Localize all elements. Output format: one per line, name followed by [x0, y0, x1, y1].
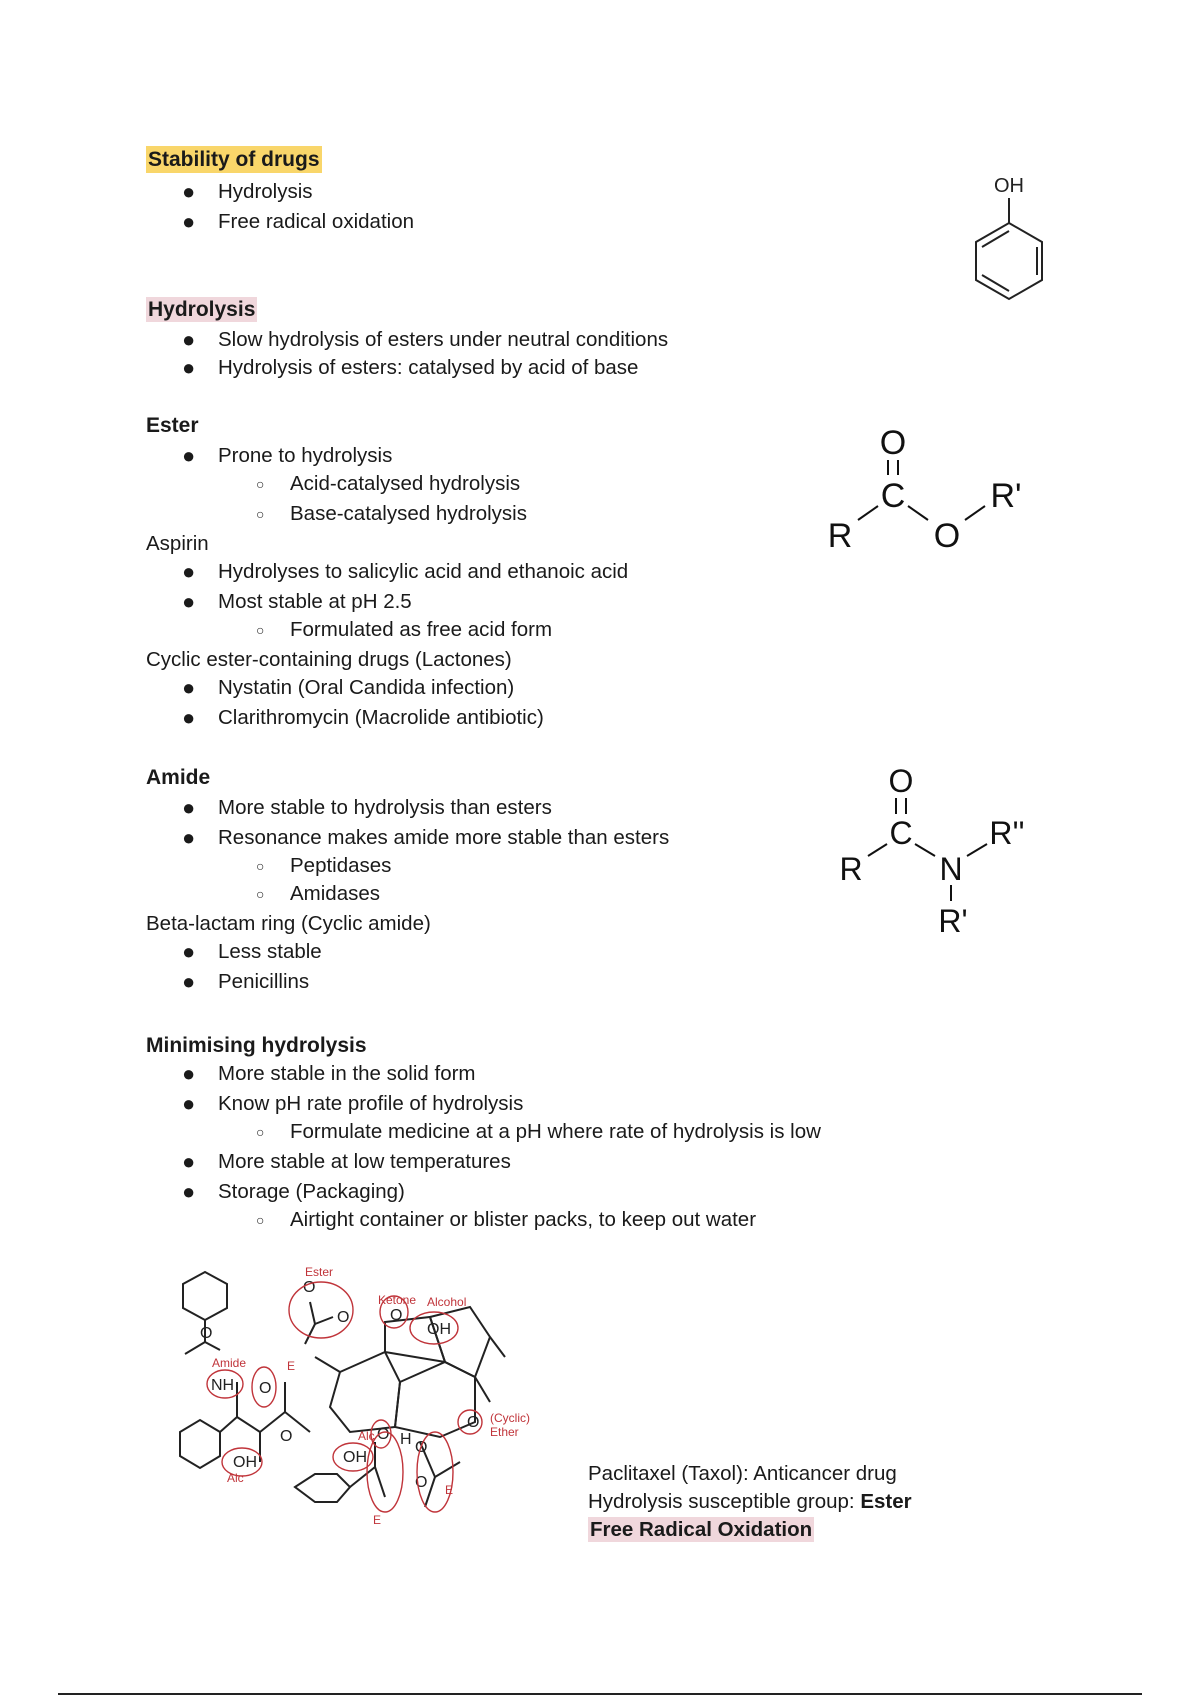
- svg-text:Alc: Alc: [227, 1471, 244, 1485]
- svg-text:OH: OH: [343, 1449, 367, 1466]
- section-title-free-radical-oxidation: Free Radical Oxidation: [590, 1518, 813, 1541]
- sub-bullet-icon: ○: [256, 1124, 265, 1140]
- svg-text:E: E: [445, 1483, 454, 1497]
- bullet-icon: ●: [182, 939, 196, 964]
- list-subitem: Airtight container or blister packs, to keep out water: [290, 1208, 757, 1231]
- bullet-icon: ●: [182, 705, 196, 730]
- list-item: More stable in the solid form: [218, 1062, 476, 1085]
- list-item: Hydrolysis of esters: catalysed by acid of base: [218, 356, 639, 379]
- svg-text:Ketone: Ketone: [378, 1293, 417, 1307]
- list-item: Slow hydrolysis of esters under neutral conditions: [218, 328, 669, 351]
- bullet-icon: ●: [182, 559, 196, 584]
- bullet-icon: ●: [182, 589, 196, 614]
- list-item: Nystatin (Oral Candida infection): [218, 676, 515, 699]
- svg-text:O: O: [415, 1474, 428, 1491]
- list-item: Hydrolyses to salicylic acid and ethanoic acid: [218, 560, 629, 583]
- phenol-structure: [965, 168, 1075, 308]
- list-subitem: Formulate medicine at a pH where rate of hydrolysis is low: [290, 1120, 821, 1143]
- svg-text:O: O: [337, 1309, 350, 1326]
- svg-text:H: H: [400, 1431, 412, 1448]
- svg-text:OH: OH: [233, 1454, 257, 1471]
- list-item: Prone to hydrolysis: [218, 444, 393, 467]
- svg-text:O: O: [467, 1414, 480, 1431]
- svg-text:E: E: [373, 1513, 382, 1527]
- svg-text:O: O: [280, 1428, 293, 1445]
- svg-text:C: C: [889, 815, 913, 851]
- amide-structure: [835, 758, 1045, 938]
- section-title-stability: Stability of drugs: [148, 148, 320, 171]
- svg-text:(Cyclic): (Cyclic): [490, 1411, 530, 1425]
- bullet-icon: ●: [182, 355, 196, 380]
- bullet-icon: ●: [182, 443, 196, 468]
- label-beta-lactam: Beta-lactam ring (Cyclic amide): [146, 912, 431, 935]
- svg-text:Alc: Alc: [358, 1429, 375, 1443]
- list-subitem: Peptidases: [290, 854, 392, 877]
- bullet-icon: ●: [182, 969, 196, 994]
- svg-text:O: O: [303, 1279, 316, 1296]
- svg-text:Ester: Ester: [305, 1265, 334, 1279]
- taxol-caption-group: Hydrolysis susceptible group: Ester: [588, 1490, 912, 1513]
- svg-text:O: O: [415, 1439, 428, 1456]
- svg-text:R'': R'': [989, 815, 1025, 851]
- bullet-icon: ●: [182, 825, 196, 850]
- bullet-icon: ●: [182, 327, 196, 352]
- bullet-icon: ●: [182, 1061, 196, 1086]
- bullet-icon: ●: [182, 1149, 196, 1174]
- svg-text:R: R: [839, 851, 863, 887]
- svg-text:Ether: Ether: [490, 1425, 519, 1439]
- bullet-icon: ●: [182, 179, 196, 204]
- list-item: Penicillins: [218, 970, 310, 993]
- svg-text:R: R: [827, 517, 853, 555]
- svg-text:E: E: [287, 1359, 296, 1373]
- svg-text:Amide: Amide: [212, 1356, 247, 1370]
- list-item: Hydrolysis: [218, 180, 313, 203]
- list-subitem: Base-catalysed hydrolysis: [290, 502, 527, 525]
- bullet-icon: ●: [182, 795, 196, 820]
- oh-label: OH: [994, 175, 1024, 197]
- svg-text:O: O: [377, 1426, 390, 1443]
- bullet-icon: ●: [182, 209, 196, 234]
- section-title-hydrolysis: Hydrolysis: [148, 298, 256, 321]
- list-subitem: Amidases: [290, 882, 381, 905]
- sub-bullet-icon: ○: [256, 1212, 265, 1228]
- list-item: Know pH rate profile of hydrolysis: [218, 1092, 524, 1115]
- list-item: Free radical oxidation: [218, 210, 414, 233]
- svg-text:OH: OH: [427, 1321, 451, 1338]
- sub-bullet-icon: ○: [256, 476, 265, 492]
- list-item: Less stable: [218, 940, 322, 963]
- sub-bullet-icon: ○: [256, 622, 265, 638]
- svg-text:Alcohol: Alcohol: [427, 1295, 467, 1309]
- list-item: More stable to hydrolysis than esters: [218, 796, 552, 819]
- svg-text:NH: NH: [211, 1377, 235, 1394]
- list-item: Clarithromycin (Macrolide antibiotic): [218, 706, 544, 729]
- sub-bullet-icon: ○: [256, 858, 265, 874]
- svg-text:O: O: [888, 763, 914, 799]
- bullet-icon: ●: [182, 1179, 196, 1204]
- section-title-amide: Amide: [146, 766, 211, 789]
- list-subitem: Acid-catalysed hydrolysis: [290, 472, 521, 495]
- section-title-minimising: Minimising hydrolysis: [146, 1034, 367, 1057]
- taxol-structure: [145, 1262, 565, 1532]
- label-lactones: Cyclic ester-containing drugs (Lactones): [146, 648, 512, 671]
- taxol-caption-name: Paclitaxel (Taxol): Anticancer drug: [588, 1462, 897, 1485]
- label-aspirin: Aspirin: [146, 532, 209, 555]
- svg-text:O: O: [933, 517, 961, 555]
- svg-text:C: C: [880, 477, 906, 515]
- list-subitem: Formulated as free acid form: [290, 618, 553, 641]
- svg-text:N: N: [939, 851, 963, 887]
- list-item: More stable at low temperatures: [218, 1150, 511, 1173]
- svg-text:R': R': [938, 903, 968, 938]
- sub-bullet-icon: ○: [256, 506, 265, 522]
- list-item: Most stable at pH 2.5: [218, 590, 412, 613]
- bullet-icon: ●: [182, 1091, 196, 1116]
- section-title-ester: Ester: [146, 414, 199, 437]
- list-item: Storage (Packaging): [218, 1180, 405, 1203]
- page-bottom-divider: [58, 1693, 1142, 1695]
- bullet-icon: ●: [182, 675, 196, 700]
- svg-text:R': R': [990, 477, 1022, 515]
- sub-bullet-icon: ○: [256, 886, 265, 902]
- list-item: Resonance makes amide more stable than esters: [218, 826, 670, 849]
- svg-text:O: O: [390, 1307, 403, 1324]
- svg-text:O: O: [259, 1380, 272, 1397]
- svg-text:O: O: [200, 1325, 213, 1342]
- ester-structure: [820, 420, 1040, 555]
- svg-text:O: O: [879, 424, 907, 462]
